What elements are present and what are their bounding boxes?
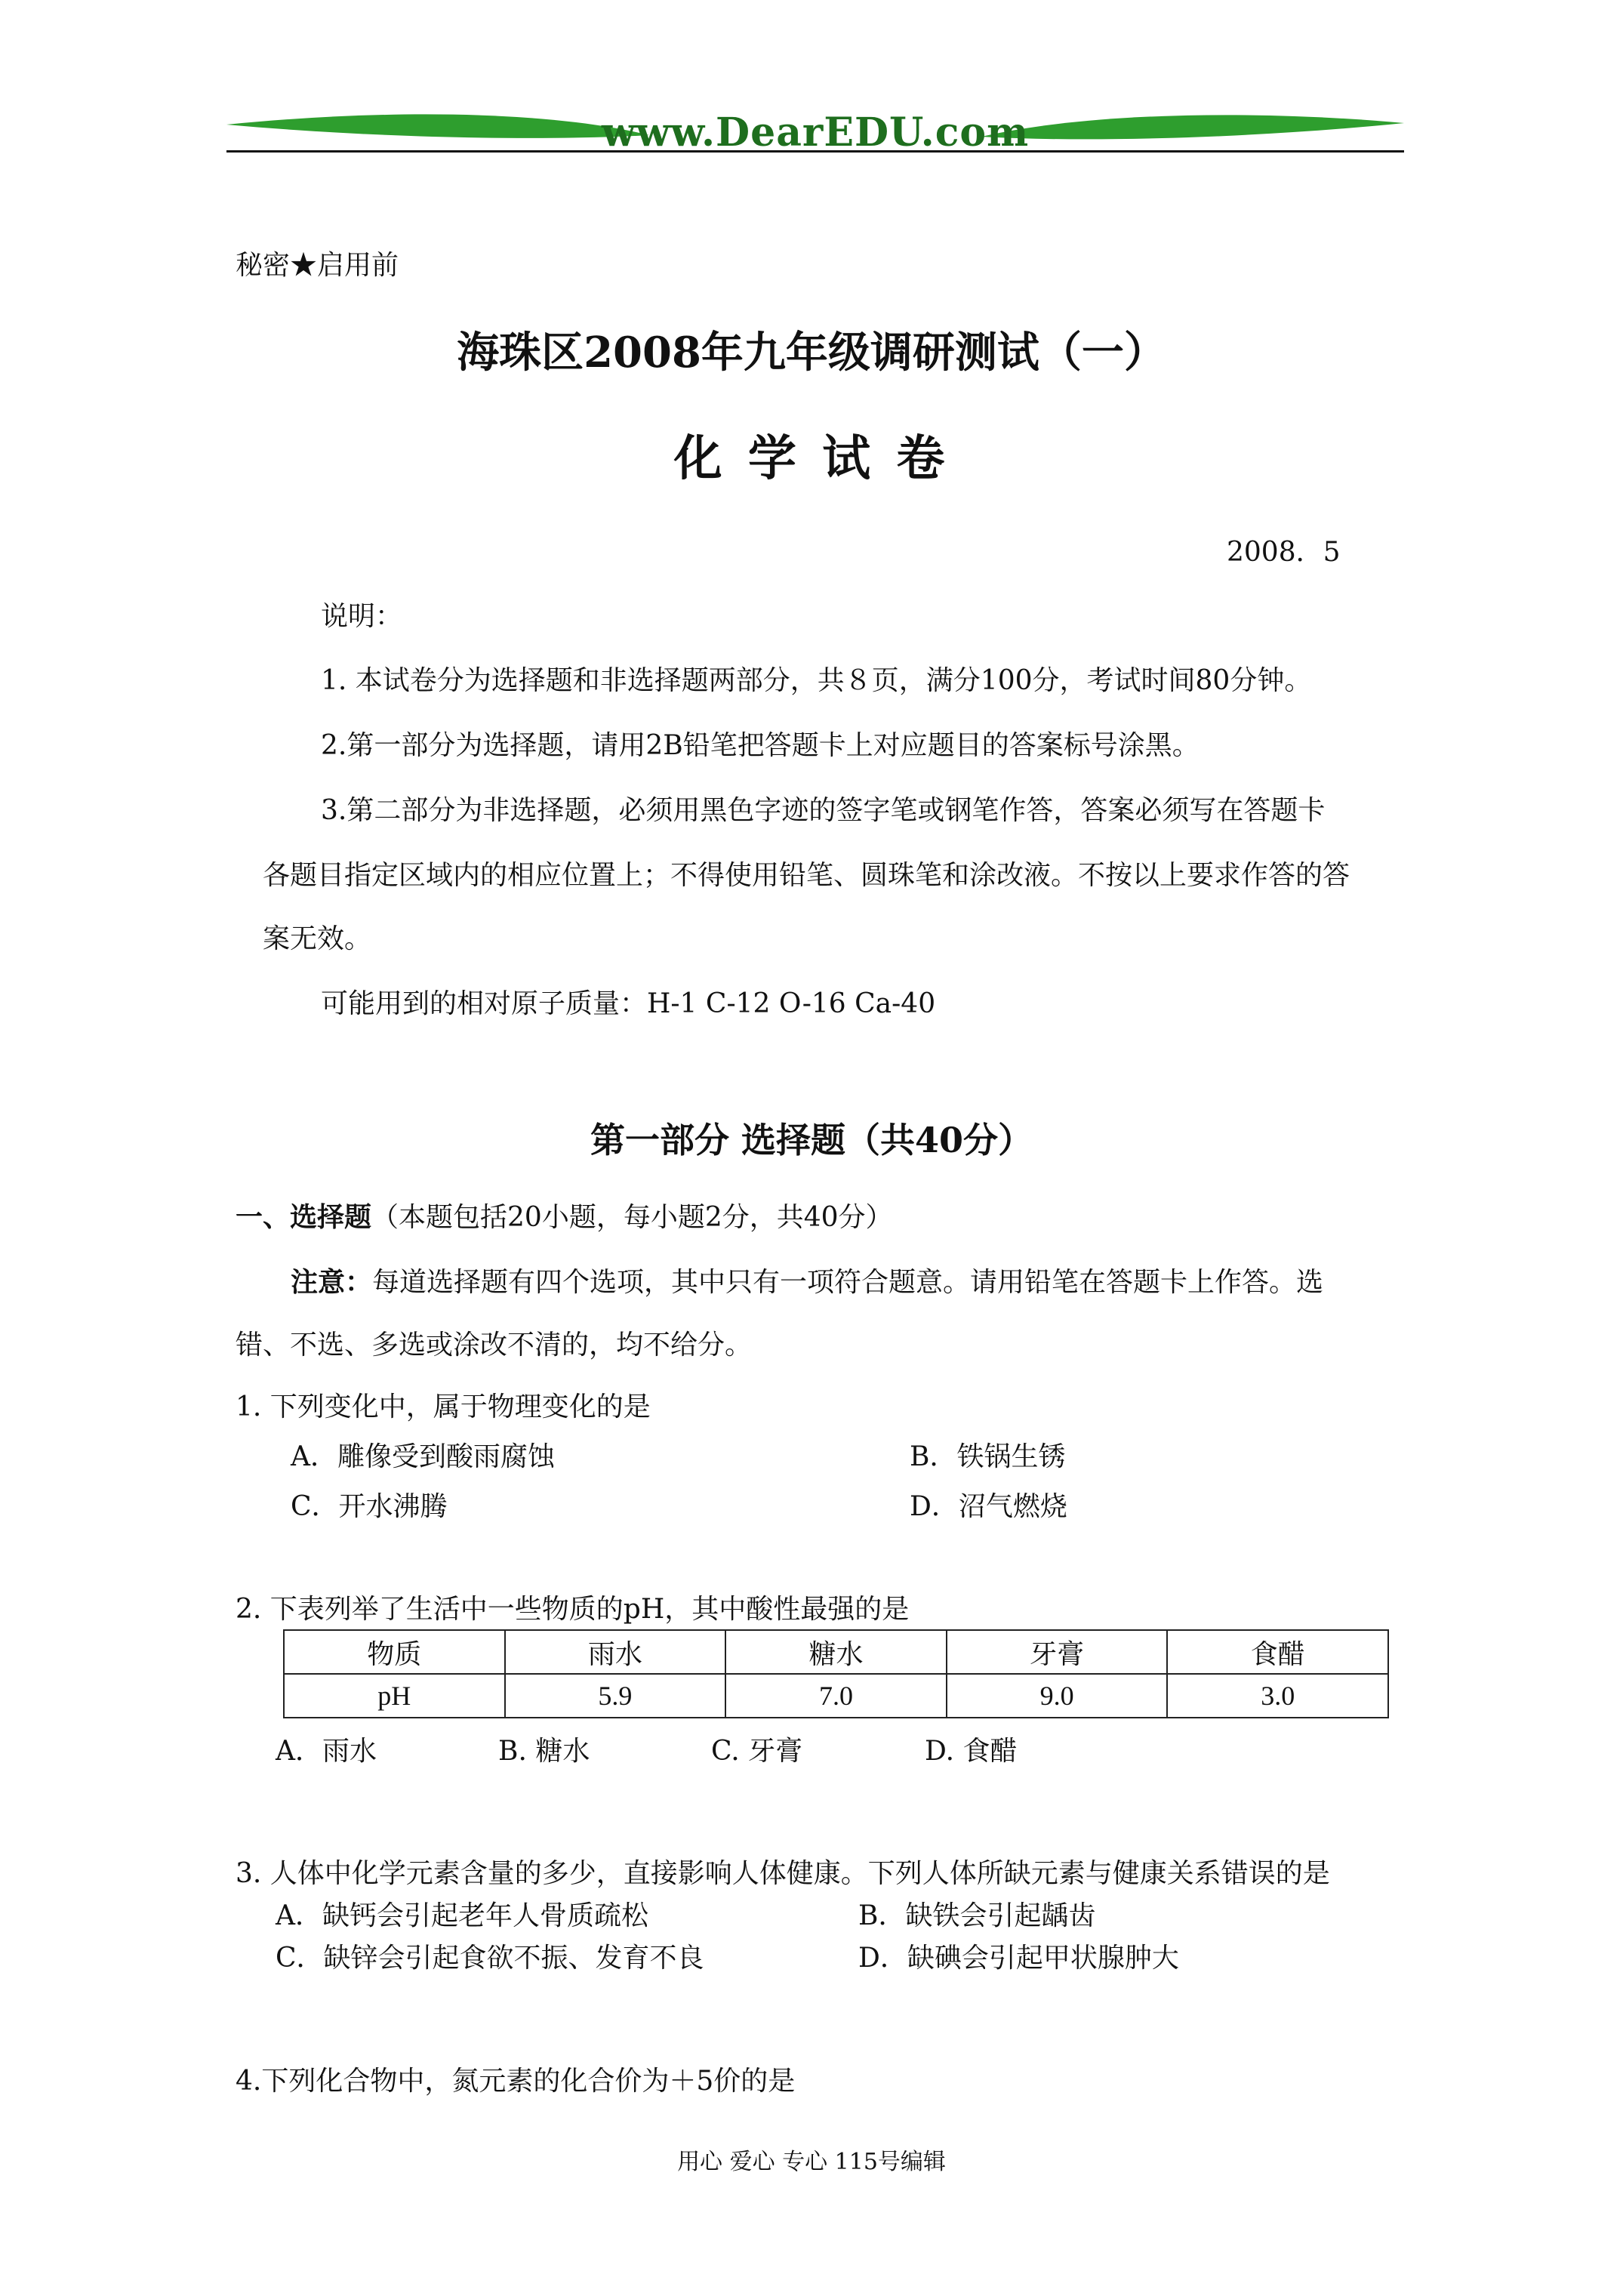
notice-label: 注意： xyxy=(291,1266,373,1298)
table-row xyxy=(284,1630,1388,1674)
secret-label: 秘密★启用前 xyxy=(236,250,399,281)
table-cell: 9.0 xyxy=(947,1674,1168,1718)
q2-option-c: C. 牙膏 xyxy=(711,1736,803,1767)
table-cell: 雨水 xyxy=(505,1630,726,1674)
q3-option-d: D．缺碘会引起甲状腺肿大 xyxy=(858,1943,1179,1974)
instruction-item-3-line-2: 各题目指定区域内的相应位置上；不得使用铅笔、圆珠笔和涂改液。不按以上要求作答的答 xyxy=(263,860,1350,891)
q2-stem: 2. 下表列举了生活中一些物质的pH，其中酸性最强的是 xyxy=(236,1594,910,1625)
table-cell: 物质 xyxy=(284,1630,505,1674)
q2-option-a: A．雨水 xyxy=(276,1736,377,1767)
exam-title: 海珠区2008年九年级调研测试（一） xyxy=(457,328,1166,378)
notice-line-2: 错、不选、多选或涂改不清的，均不给分。 xyxy=(236,1330,753,1361)
q3-option-b: B．缺铁会引起龋齿 xyxy=(858,1900,1096,1931)
q3-option-c: C．缺锌会引起食欲不振、发育不良 xyxy=(276,1943,704,1974)
table-cell: 食醋 xyxy=(1167,1630,1388,1674)
q3-option-a: A．缺钙会引起老年人骨质疏松 xyxy=(276,1900,648,1931)
q1-option-a: A．雕像受到酸雨腐蚀 xyxy=(291,1441,555,1472)
atomic-masses: 可能用到的相对原子质量：H-1 C-12 O-16 Ca-40 xyxy=(321,988,936,1019)
instructions-heading: 说明： xyxy=(321,601,403,632)
page-footer: 用心 爱心 专心 115号编辑 xyxy=(677,2149,946,2175)
notice-line-1 xyxy=(291,1265,1323,1299)
table-cell: 3.0 xyxy=(1167,1674,1388,1718)
instruction-item-2: 2.第一部分为选择题，请用2B铅笔把答题卡上对应题目的答案标号涂黑。 xyxy=(321,730,1200,761)
table-cell: 7.0 xyxy=(725,1674,947,1718)
exam-date: 2008．5 xyxy=(1227,537,1341,568)
table-cell: 5.9 xyxy=(505,1674,726,1718)
q1-option-b: B．铁锅生锈 xyxy=(910,1441,1066,1472)
instruction-item-3-line-1: 3.第二部分为非选择题，必须用黑色字迹的签字笔或钢笔作答，答案必须写在答题卡 xyxy=(321,795,1326,826)
section-note: （本题包括20小题，每小题2分，共40分） xyxy=(371,1202,893,1233)
section-title: 一、选择题 xyxy=(236,1201,372,1233)
part-1-heading: 第一部分 选择题（共40分） xyxy=(590,1120,1033,1160)
q2-option-d: D. 食醋 xyxy=(925,1736,1018,1767)
table-cell: 牙膏 xyxy=(947,1630,1168,1674)
q1-option-d: D．沼气燃烧 xyxy=(910,1491,1067,1522)
q2-option-b: B. 糖水 xyxy=(498,1736,590,1767)
table-cell: pH xyxy=(284,1674,505,1718)
q3-stem: 3. 人体中化学元素含量的多少，直接影响人体健康。下列人体所缺元素与健康关系错误的是 xyxy=(236,1858,1330,1889)
instruction-item-3-line-3: 案无效。 xyxy=(263,923,372,954)
q1-stem: 1. 下列变化中，属于物理变化的是 xyxy=(236,1391,651,1422)
ph-table xyxy=(283,1629,1389,1718)
site-logo-text: www.DearEDU.com xyxy=(601,109,1030,156)
notice-text: 每道选择题有四个选项，其中只有一项符合题意。请用铅笔在答题卡上作答。选 xyxy=(372,1267,1324,1298)
exam-subtitle: 化 学 试 卷 xyxy=(673,430,950,487)
table-cell: 糖水 xyxy=(725,1630,947,1674)
header-banner xyxy=(226,102,1404,162)
q1-option-c: C．开水沸腾 xyxy=(291,1491,448,1522)
table-row xyxy=(284,1674,1388,1718)
q4-stem: 4.下列化合物中，氮元素的化合价为＋5价的是 xyxy=(236,2066,796,2097)
instruction-item-1: 1. 本试卷分为选择题和非选择题两部分，共８页，满分100分，考试时间80分钟。 xyxy=(321,665,1312,696)
section-1-title xyxy=(236,1200,893,1234)
